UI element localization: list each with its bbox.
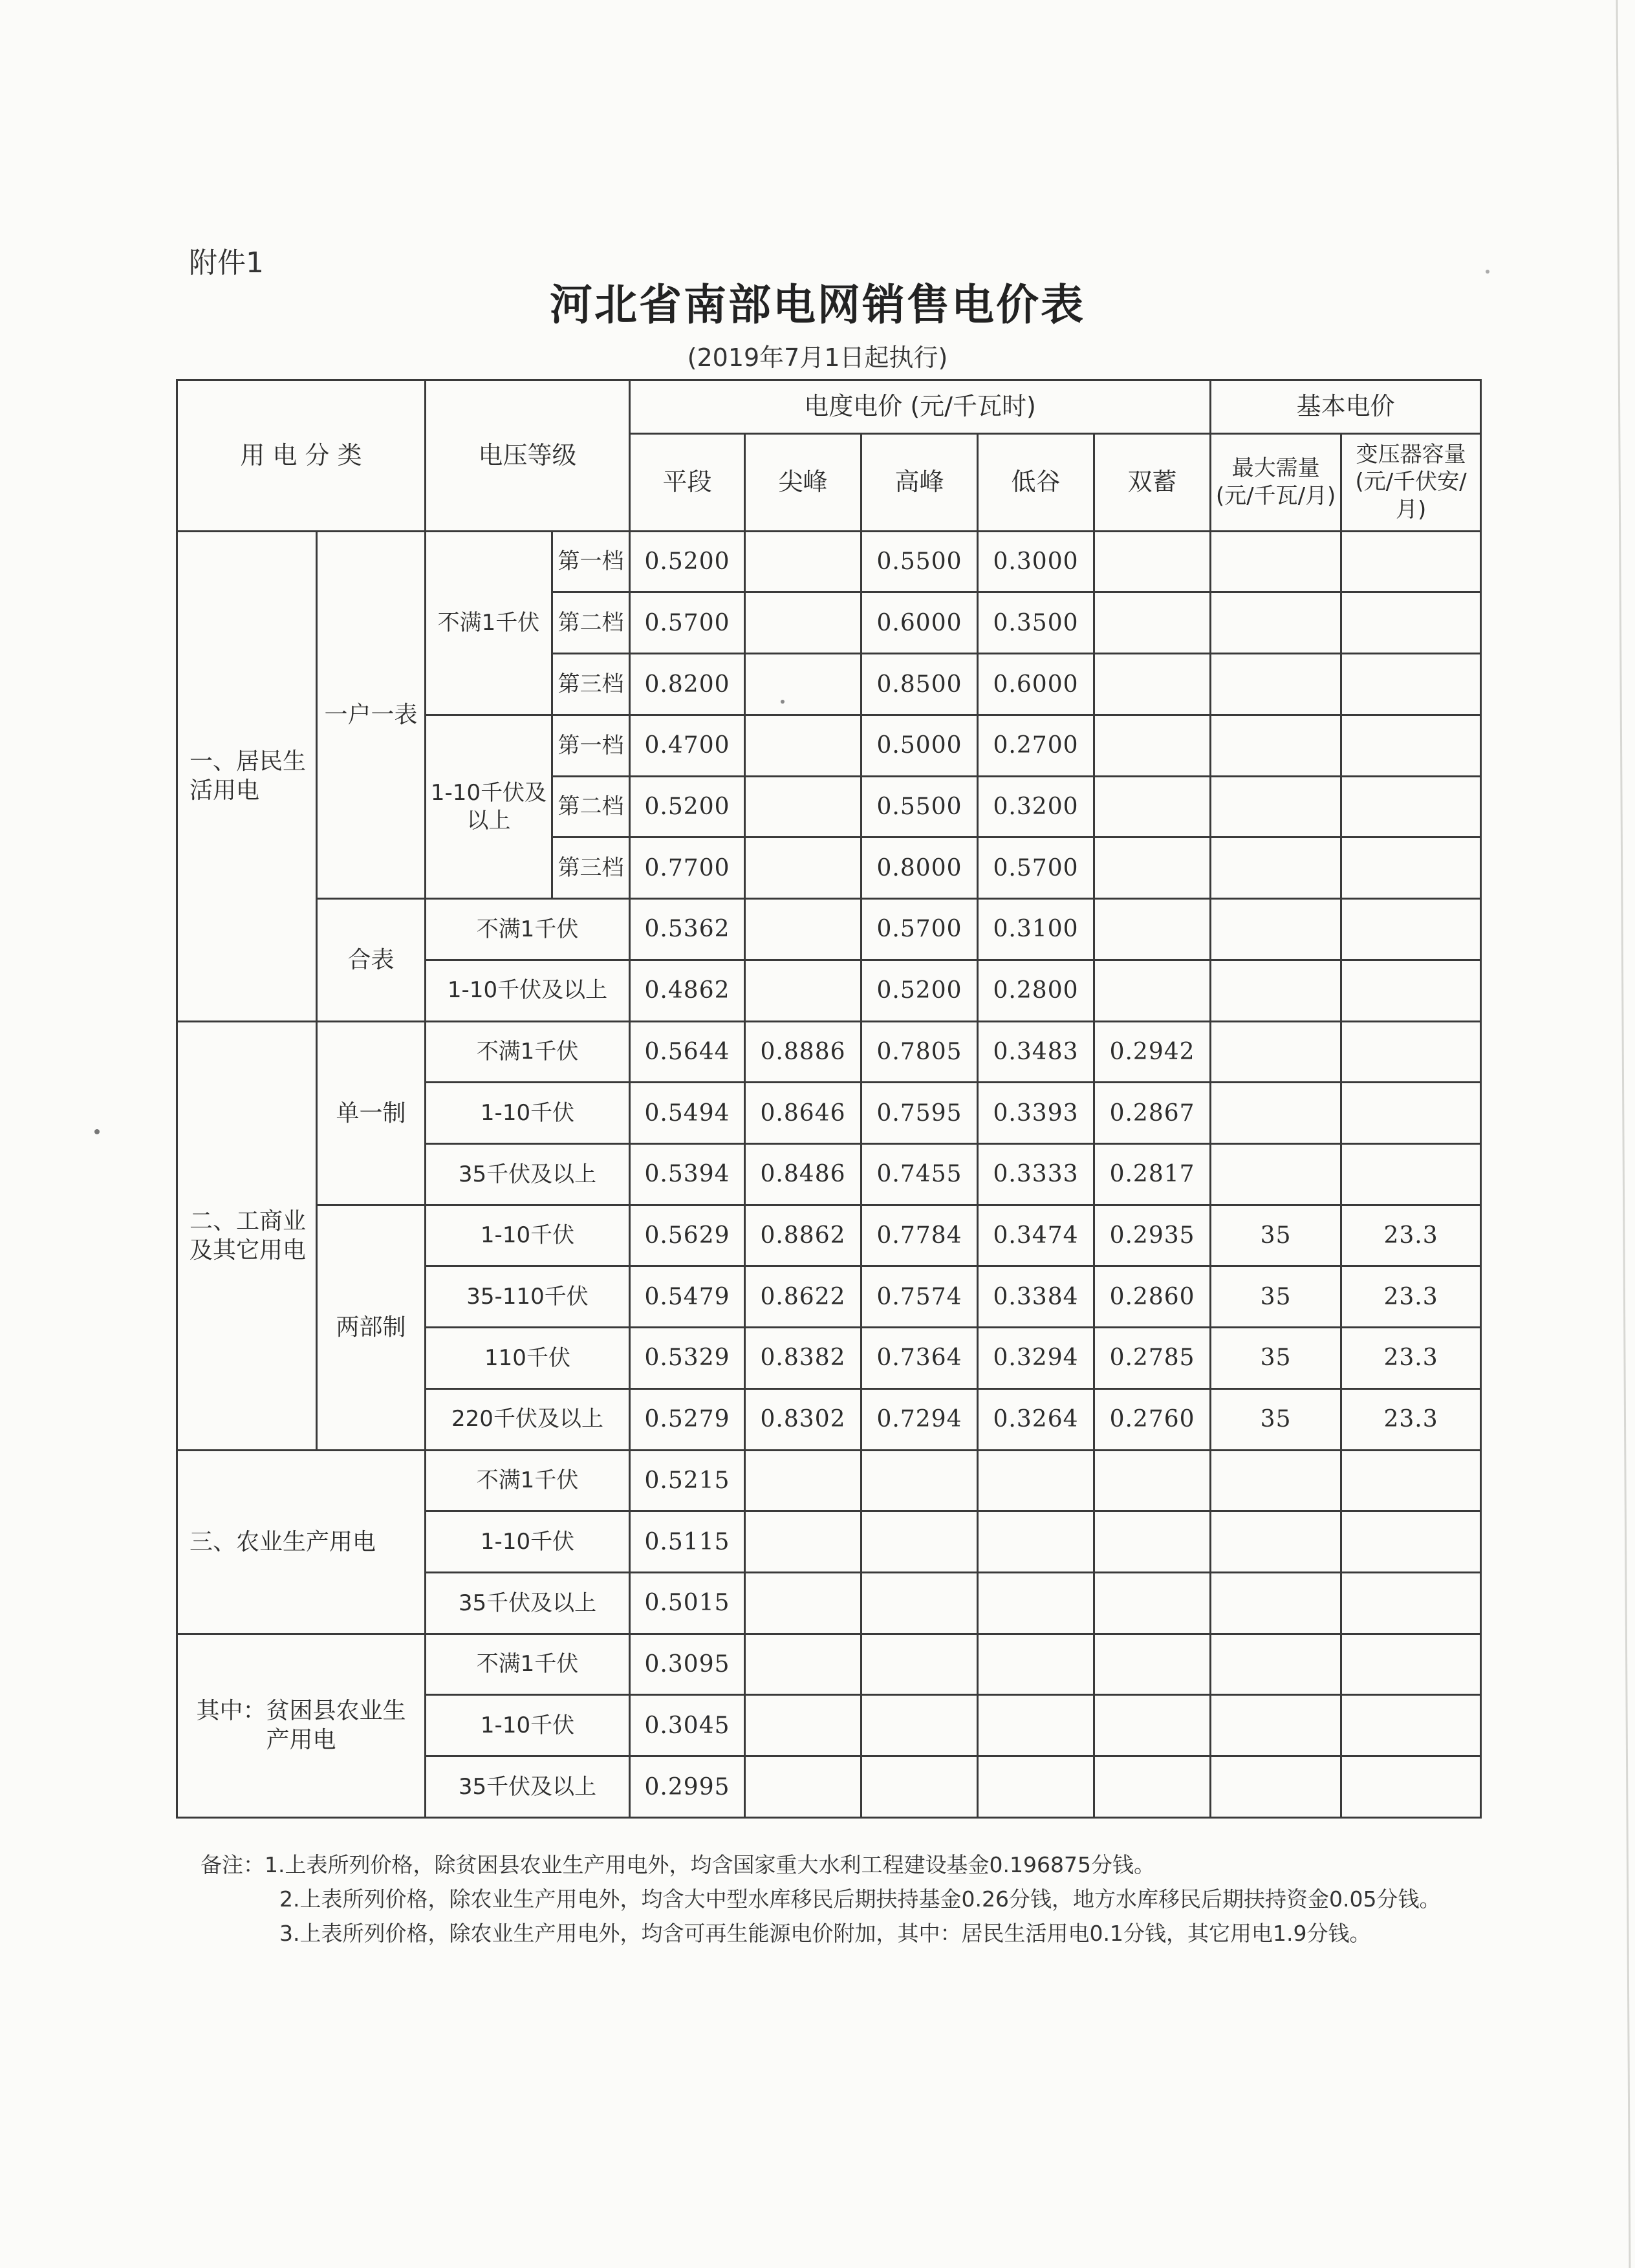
- capacity-price: 23.3: [1341, 1205, 1481, 1266]
- header-dual-storage: 双蓄: [1094, 433, 1211, 531]
- flat-price: 0.5329: [630, 1328, 745, 1389]
- valley-price: 0.3384: [978, 1266, 1094, 1328]
- note-2: 2.上表所列价格，除农业生产用电外，均含大中型水库移民后期扶持基金0.26分钱，地方水库移民后期扶持资金0.05分钱。: [279, 1886, 1441, 1912]
- peak-price: 0.5700: [861, 899, 978, 960]
- header-peak: 高峰: [861, 433, 978, 531]
- flat-price: 0.4700: [630, 715, 745, 776]
- valley-price: 0.3264: [978, 1388, 1094, 1450]
- valley-price: 0.2800: [978, 960, 1094, 1021]
- peak-price: 0.5000: [861, 715, 978, 776]
- voltage-label: 不满1千伏: [426, 899, 630, 960]
- max-demand-price: 35: [1211, 1388, 1341, 1450]
- sharp-price: 0.8862: [745, 1205, 861, 1266]
- valley-price: 0.3000: [978, 531, 1094, 592]
- peak-price: 0.7595: [861, 1083, 978, 1144]
- header-transformer-capacity: 变压器容量(元/千伏安/月): [1341, 433, 1481, 531]
- flat-price: 0.8200: [630, 654, 745, 715]
- sharp-price: 0.8886: [745, 1021, 861, 1083]
- dual-price: 0.2860: [1094, 1266, 1211, 1328]
- flat-price: 0.2995: [630, 1756, 745, 1818]
- dual-price: 0.2760: [1094, 1388, 1211, 1450]
- single-meter-label: 一户一表: [317, 531, 426, 898]
- flat-price: 0.5279: [630, 1388, 745, 1450]
- valley-price: 0.3100: [978, 899, 1094, 960]
- voltage-label: 不满1千伏: [426, 531, 552, 715]
- flat-price: 0.5362: [630, 899, 745, 960]
- peak-price: 0.7805: [861, 1021, 978, 1083]
- dual-price: 0.2935: [1094, 1205, 1211, 1266]
- peak-price: 0.7455: [861, 1143, 978, 1205]
- flat-price: 0.5215: [630, 1450, 745, 1511]
- voltage-label: 35千伏及以上: [426, 1143, 630, 1205]
- valley-price: 0.3200: [978, 776, 1094, 837]
- valley-price: 0.3483: [978, 1021, 1094, 1083]
- flat-price: 0.5494: [630, 1083, 745, 1144]
- voltage-label: 不满1千伏: [426, 1021, 630, 1083]
- max-demand-price: 35: [1211, 1328, 1341, 1389]
- header-max-demand: 最大需量 (元/千瓦/月): [1211, 433, 1341, 531]
- voltage-label: 1-10千伏及以上: [426, 715, 552, 898]
- sharp-price: 0.8382: [745, 1328, 861, 1389]
- sharp-price: 0.8486: [745, 1143, 861, 1205]
- flat-price: 0.5629: [630, 1205, 745, 1266]
- max-demand-price: 35: [1211, 1205, 1341, 1266]
- capacity-price: 23.3: [1341, 1328, 1481, 1389]
- voltage-label: 1-10千伏: [426, 1083, 630, 1144]
- voltage-label: 35千伏及以上: [426, 1756, 630, 1818]
- flat-price: 0.5700: [630, 592, 745, 654]
- peak-price: 0.5500: [861, 776, 978, 837]
- tier-label: 第二档: [552, 776, 630, 837]
- voltage-label: 220千伏及以上: [426, 1388, 630, 1450]
- valley-price: 0.3393: [978, 1083, 1094, 1144]
- voltage-label: 不满1千伏: [426, 1450, 630, 1511]
- dual-price: 0.2785: [1094, 1328, 1211, 1389]
- peak-price: 0.7294: [861, 1388, 978, 1450]
- tier-label: 第二档: [552, 592, 630, 654]
- header-voltage: 电压等级: [426, 380, 630, 532]
- tier-label: 第一档: [552, 715, 630, 776]
- header-sharp-peak: 尖峰: [745, 433, 861, 531]
- peak-price: 0.7364: [861, 1328, 978, 1389]
- peak-price: 0.5200: [861, 960, 978, 1021]
- voltage-label: 110千伏: [426, 1328, 630, 1389]
- capacity-price: 23.3: [1341, 1266, 1481, 1328]
- combined-meter-label: 合表: [317, 899, 426, 1021]
- sharp-price: 0.8622: [745, 1266, 861, 1328]
- flat-price: 0.5200: [630, 531, 745, 592]
- single-system-label: 单一制: [317, 1021, 426, 1205]
- flat-price: 0.5394: [630, 1143, 745, 1205]
- header-basic-price: 基本电价: [1211, 380, 1481, 434]
- page-title: 河北省南部电网销售电价表: [550, 279, 1085, 330]
- dual-price: 0.2867: [1094, 1083, 1211, 1144]
- flat-price: 0.3045: [630, 1695, 745, 1756]
- voltage-label: 1-10千伏: [426, 1695, 630, 1756]
- valley-price: 0.5700: [978, 837, 1094, 899]
- note-1: 备注：1.上表所列价格，除贫困县农业生产用电外，均含国家重大水利工程建设基金0.196875分钱。: [200, 1852, 1155, 1877]
- flat-price: 0.4862: [630, 960, 745, 1021]
- agriculture-category: 三、农业生产用电: [177, 1450, 426, 1634]
- attachment-label: 附件1: [189, 246, 264, 279]
- flat-price: 0.5479: [630, 1266, 745, 1328]
- commercial-category: 二、工商业及其它用电: [177, 1021, 317, 1450]
- peak-price: 0.7784: [861, 1205, 978, 1266]
- flat-price: 0.5644: [630, 1021, 745, 1083]
- valley-price: 0.3474: [978, 1205, 1094, 1266]
- header-valley: 低谷: [978, 433, 1094, 531]
- valley-price: 0.3333: [978, 1143, 1094, 1205]
- dual-price: 0.2817: [1094, 1143, 1211, 1205]
- peak-price: 0.7574: [861, 1266, 978, 1328]
- voltage-label: 35-110千伏: [426, 1266, 630, 1328]
- effective-date: (2019年7月1日起执行): [687, 343, 948, 372]
- sharp-price: 0.8646: [745, 1083, 861, 1144]
- peak-price: 0.6000: [861, 592, 978, 654]
- two-part-label: 两部制: [317, 1205, 426, 1450]
- tier-label: 第三档: [552, 654, 630, 715]
- tier-label: 第三档: [552, 837, 630, 899]
- header-category: 用 电 分 类: [177, 380, 426, 532]
- header-energy-price: 电度电价 (元/千瓦时): [630, 380, 1211, 434]
- poor-county-category: 其中：贫困县农业生产用电: [177, 1634, 426, 1817]
- flat-price: 0.7700: [630, 837, 745, 899]
- flat-price: 0.5015: [630, 1572, 745, 1634]
- header-flat: 平段: [630, 433, 745, 531]
- flat-price: 0.5200: [630, 776, 745, 837]
- capacity-price: 23.3: [1341, 1388, 1481, 1450]
- voltage-label: 35千伏及以上: [426, 1572, 630, 1634]
- tier-label: 第一档: [552, 531, 630, 592]
- valley-price: 0.2700: [978, 715, 1094, 776]
- peak-price: 0.8500: [861, 654, 978, 715]
- valley-price: 0.3500: [978, 592, 1094, 654]
- flat-price: 0.5115: [630, 1511, 745, 1573]
- voltage-label: 1-10千伏: [426, 1205, 630, 1266]
- sharp-price: 0.8302: [745, 1388, 861, 1450]
- max-demand-price: 35: [1211, 1266, 1341, 1328]
- flat-price: 0.3095: [630, 1634, 745, 1695]
- peak-price: 0.5500: [861, 531, 978, 592]
- residential-category: 一、居民生活用电: [177, 531, 317, 1021]
- note-3: 3.上表所列价格，除农业生产用电外，均含可再生能源电价附加，其中：居民生活用电0.1分钱，其它用电1.9分钱。: [279, 1920, 1371, 1946]
- peak-price: 0.8000: [861, 837, 978, 899]
- valley-price: 0.3294: [978, 1328, 1094, 1389]
- voltage-label: 不满1千伏: [426, 1634, 630, 1695]
- dual-price: 0.2942: [1094, 1021, 1211, 1083]
- voltage-label: 1-10千伏: [426, 1511, 630, 1573]
- voltage-label: 1-10千伏及以上: [426, 960, 630, 1021]
- valley-price: 0.6000: [978, 654, 1094, 715]
